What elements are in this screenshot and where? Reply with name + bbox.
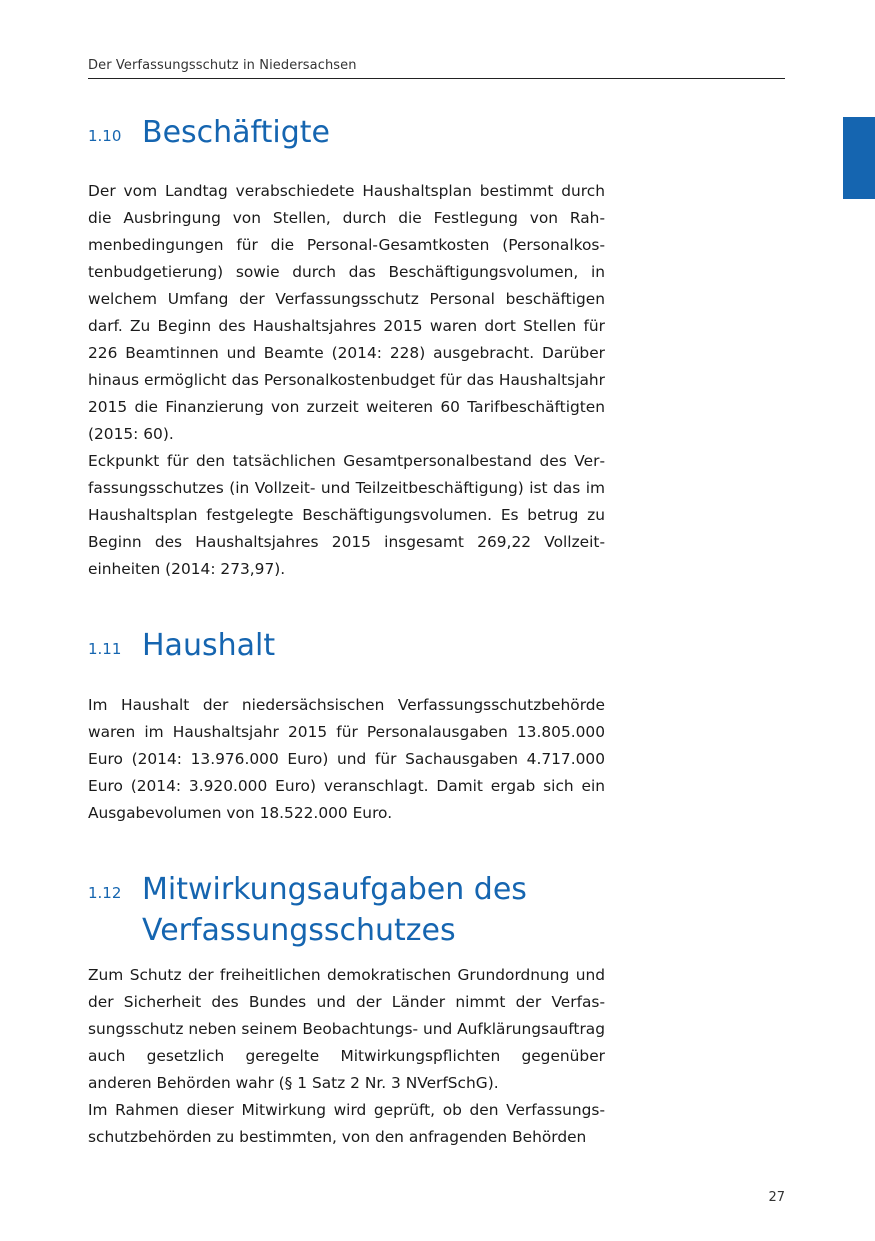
chapter-tab-marker [843, 117, 875, 199]
paragraph: Im Haushalt der niedersächsischen Verfassungsschutzbehörde waren im Haushaltsjahr 2015 für Personalausgaben 13.805.000 Euro (2014: 13.976.000 Euro) und für Sachausgaben 4.717.000 Euro (2014: 3.920.000 Euro) veranschlagt. Damit ergab sich ein Ausgabevolumen von 18.522.000 Euro. [88, 696, 605, 822]
section-title: Haushalt [142, 628, 276, 663]
section-heading-beschaeftigte [88, 112, 582, 153]
section-number: 1.12 [88, 884, 122, 902]
header-rule [88, 78, 785, 79]
running-header: Der Verfassungsschutz in Niedersachsen [88, 58, 357, 73]
section-body-haushalt [88, 692, 605, 827]
page-number: 27 [768, 1190, 785, 1205]
paragraph: Zum Schutz der freiheitlichen demokratischen Grundordnung und der Sicherheit des Bundes und der Länder nimmt der Verfassungsschutz neben seinem Beobachtungs- und Aufklärungsauftrag auch gesetzlich geregelte Mitwirkungspflichten gegenüber anderen Behörden wahr (§ 1 Satz 2 Nr. 3 NVerfSchG). [88, 966, 605, 1092]
section-heading-haushalt [88, 625, 582, 666]
section-number: 1.11 [88, 640, 122, 658]
paragraph: Im Rahmen dieser Mitwirkung wird geprüft, ob den Verfassungsschutzbehörden zu bestimmten, von den anfragenden Behörden [88, 1101, 605, 1146]
section-title: Beschäftigte [142, 115, 330, 150]
section-number: 1.10 [88, 127, 122, 145]
section-heading-mitwirkungsaufgaben [88, 869, 582, 951]
section-title: Mitwirkungsaufgaben des Verfassungsschutzes [142, 872, 527, 948]
paragraph: Eckpunkt für den tatsächlichen Gesamtpersonalbestand des Verfassungsschutzes (in Vollzeit- und Teilzeitbeschäftigung) ist das im Haushaltsplan festgelegte Beschäftigungsvolumen. Es betrug zu Beginn des Haushaltsjahres 2015 insgesamt 269,22 Vollzeiteinheiten (2014: 273,97). [88, 452, 605, 578]
section-body-beschaeftigte [88, 178, 605, 583]
paragraph: Der vom Landtag verabschiedete Haushaltsplan bestimmt durch die Ausbringung von Stellen, durch die Festlegung von Rahmenbedingungen für die Personal-Gesamtkosten (Personalkostenbudgetierung) sowie durch das Beschäftigungsvolumen, in welchem Umfang der Verfassungsschutz Personal beschäftigen darf. Zu Beginn des Haushaltsjahres 2015 waren dort Stellen für 226 Beamtinnen und Beamte (2014: 228) ausgebracht. Darüber hinaus ermöglicht das Personalkostenbudget für das Haushaltsjahr 2015 die Finanzierung von zurzeit weiteren 60 Tarifbeschäftigten (2015: 60). [88, 182, 605, 443]
section-body-mitwirkungsaufgaben [88, 962, 605, 1151]
